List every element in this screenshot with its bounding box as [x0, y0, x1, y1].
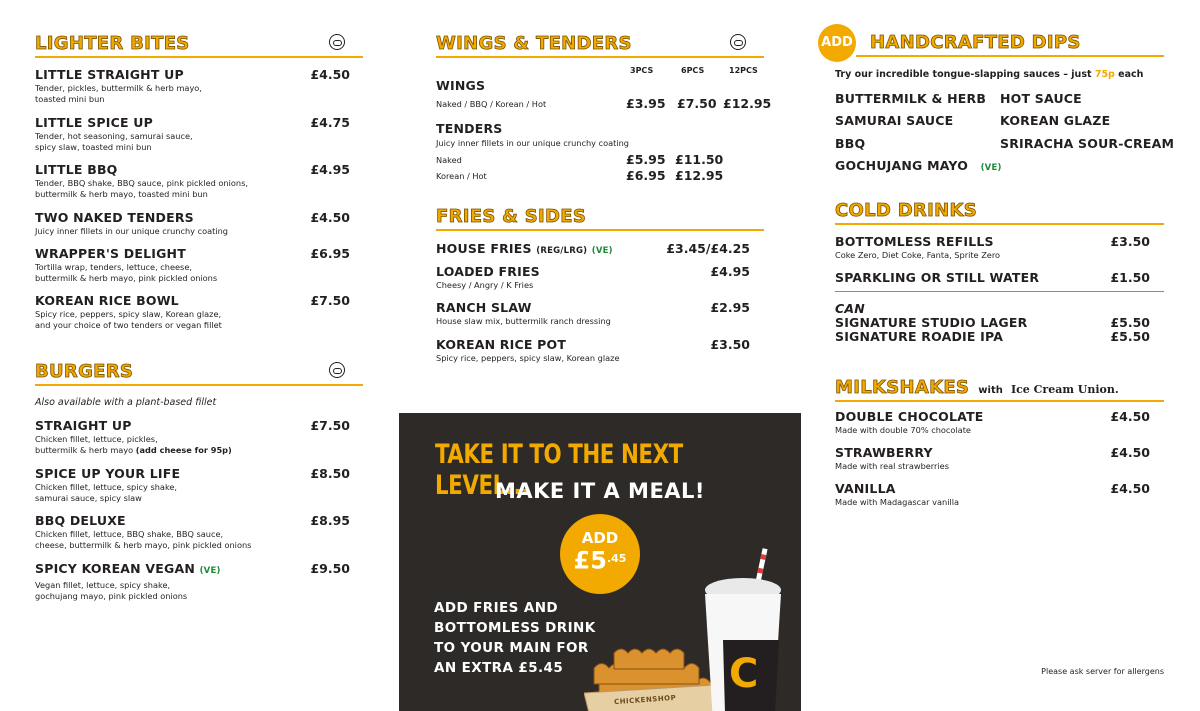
- milkshakes-title: MILKSHAKES: [835, 377, 970, 398]
- dips-intro-end: each: [1114, 69, 1144, 80]
- fries-sides-title: FRIES & SIDES: [436, 206, 587, 227]
- cold-drinks-title: COLD DRINKS: [835, 200, 977, 221]
- menu-item: [35, 418, 353, 456]
- divider: [835, 291, 1164, 292]
- item-name: SPARKLING OR STILL WATER: [835, 270, 1040, 285]
- tenders-name: TENDERS: [436, 121, 503, 136]
- item-extra: (add cheese for 95p): [135, 445, 232, 455]
- item-name: LITTLE SPICE UP: [35, 115, 154, 130]
- item-price: £3.45/£4.25: [666, 241, 750, 256]
- chicken-icon: [329, 362, 345, 378]
- item-name: VANILLA: [835, 481, 896, 496]
- menu-item: [35, 293, 353, 331]
- dip-item: KOREAN GLAZE: [1000, 113, 1111, 128]
- dip-item-row: [835, 158, 1002, 176]
- item-desc: Made with real strawberries: [835, 461, 949, 471]
- chicken-icon: [730, 34, 746, 50]
- badge-price: £5: [573, 546, 607, 575]
- promo-line: ADD FRIES AND: [434, 600, 558, 616]
- meal-deal-promo: [399, 413, 801, 711]
- menu-item: [436, 337, 619, 364]
- dip-item: SRIRACHA SOUR-CREAM: [1000, 136, 1175, 151]
- can-label: CAN: [835, 301, 865, 316]
- menu-item: [835, 270, 1039, 285]
- item-price: £4.50: [1110, 445, 1150, 460]
- item-price: £3.50: [1110, 234, 1150, 249]
- promo-headline: TAKE IT TO THE NEXT LEVEL...: [435, 439, 683, 501]
- menu-item: [835, 481, 959, 508]
- wings-desc: Naked / BBQ / Korean / Hot: [436, 99, 547, 109]
- wings-price-12: £12.95: [723, 96, 772, 111]
- item-name: SPICY KOREAN VEGAN: [35, 561, 196, 576]
- item-desc-part: buttermilk & herb mayo: [35, 445, 134, 455]
- item-name: BBQ DELUXE: [35, 513, 126, 528]
- vegan-badge: (VE): [980, 163, 1002, 173]
- item-price: £1.50: [1110, 270, 1150, 285]
- item-desc: Made with double 70% chocolate: [835, 425, 971, 435]
- menu-item: [35, 67, 353, 105]
- item-name-row: [35, 561, 353, 579]
- tenders-price-3: £6.95: [626, 168, 666, 183]
- badge-pence: .45: [606, 552, 627, 565]
- burgers-title: BURGERS: [35, 361, 134, 382]
- col-header-3pcs: 3PCS: [630, 66, 654, 75]
- wings-tenders-title: WINGS & TENDERS: [436, 33, 632, 54]
- col-header-6pcs: 6PCS: [681, 66, 705, 75]
- dip-item: HOT SAUCE: [1000, 91, 1082, 106]
- item-price: £8.95: [310, 513, 350, 528]
- badge-add: ADD: [581, 529, 619, 547]
- tenders-row-label: Naked: [436, 155, 462, 165]
- burgers-note: Also available with a plant-based fillet: [35, 397, 217, 408]
- menu-item: [436, 300, 611, 327]
- tenders-row-label: Korean / Hot: [436, 171, 487, 181]
- item-name: SIGNATURE STUDIO LAGER: [835, 315, 1028, 330]
- item-desc: Chicken fillet, lettuce, pickles,: [35, 434, 158, 444]
- item-desc: toasted mini bun: [35, 94, 105, 104]
- item-price: £4.75: [310, 115, 350, 130]
- item-desc: [35, 445, 353, 456]
- item-desc: Tortilla wrap, tenders, lettuce, cheese,: [35, 262, 192, 272]
- wings-name: WINGS: [436, 78, 486, 93]
- item-desc: Tender, pickles, buttermilk & herb mayo,: [35, 83, 202, 93]
- item-name: STRAWBERRY: [835, 445, 933, 460]
- item-desc: Spicy rice, peppers, spicy slaw, Korean glaze: [436, 353, 620, 363]
- item-desc: Coke Zero, Diet Coke, Fanta, Sprite Zero: [835, 250, 1001, 260]
- wings-tenders-header: [436, 32, 764, 58]
- item-name: LITTLE STRAIGHT UP: [35, 67, 184, 82]
- item-desc: cheese, buttermilk & herb mayo, pink pickled onions: [35, 540, 252, 550]
- dip-item: SAMURAI SAUCE: [835, 113, 954, 128]
- item-desc: House slaw mix, buttermilk ranch dressing: [436, 316, 611, 326]
- item-desc: spicy slaw, toasted mini bun: [35, 142, 152, 152]
- menu-item: [35, 115, 353, 153]
- item-name: WRAPPER'S DELIGHT: [35, 246, 186, 261]
- milkshakes-title-row: [835, 377, 1119, 398]
- item-name: KOREAN RICE POT: [436, 337, 567, 352]
- tenders-price-6: £12.95: [675, 168, 724, 183]
- dips-intro-price: 75p: [1094, 69, 1115, 80]
- menu-item: [35, 513, 353, 551]
- item-price: £7.50: [310, 418, 350, 433]
- item-name: SIGNATURE ROADIE IPA: [835, 329, 1004, 344]
- menu-item: [35, 246, 353, 284]
- dips-intro-text: Try our incredible tongue-slapping sauces – just: [835, 69, 1095, 80]
- menu-item: [835, 409, 984, 436]
- item-desc: Cheesy / Angry / K Fries: [436, 280, 534, 290]
- tenders-price-6: £11.50: [675, 152, 724, 167]
- item-desc: Chicken fillet, lettuce, spicy shake,: [35, 482, 178, 492]
- item-price: £3.50: [710, 337, 750, 352]
- allergen-note: Please ask server for allergens: [1041, 667, 1164, 676]
- item-price: £9.50: [310, 561, 350, 576]
- lighter-bites-title: LIGHTER BITES: [35, 33, 190, 54]
- menu-item: [835, 234, 1000, 261]
- item-desc: Made with Madagascar vanilla: [835, 497, 960, 507]
- promo-line: BOTTOMLESS DRINK: [434, 620, 596, 636]
- item-name: SPICE UP YOUR LIFE: [35, 466, 181, 481]
- milkshakes-with: with: [978, 385, 1003, 396]
- fries-box-brand: CHICKENSHOP: [613, 693, 677, 707]
- item-name: RANCH SLAW: [436, 300, 532, 315]
- promo-line: AN EXTRA £5.45: [434, 660, 564, 676]
- dip-item: GOCHUJANG MAYO: [835, 158, 969, 173]
- item-desc: samurai sauce, spicy slaw: [35, 493, 142, 503]
- item-name: BOTTOMLESS REFILLS: [835, 234, 994, 249]
- item-price: £5.50: [1110, 329, 1150, 344]
- wings-price-6: £7.50: [677, 96, 717, 111]
- item-desc: buttermilk & herb mayo, toasted mini bun: [35, 189, 208, 199]
- item-size: (REG/LRG): [536, 246, 588, 256]
- badge-price-row: [560, 546, 640, 576]
- dips-intro: [835, 69, 1143, 80]
- item-desc: Chicken fillet, lettuce, BBQ shake, BBQ sauce,: [35, 529, 224, 539]
- item-desc: buttermilk & herb mayo, pink pickled onions: [35, 273, 218, 283]
- vegan-badge: (VE): [199, 566, 221, 576]
- item-price: £4.95: [310, 162, 350, 177]
- cold-drinks-header: [835, 199, 1164, 225]
- menu-item: [835, 445, 949, 472]
- promo-line: TO YOUR MAIN FOR: [434, 640, 589, 656]
- menu-item: [35, 561, 353, 602]
- menu-item: [35, 210, 353, 237]
- item-desc: and your choice of two tenders or vegan fillet: [35, 320, 222, 330]
- promo-body: [434, 598, 596, 678]
- item-name: TWO NAKED TENDERS: [35, 210, 194, 225]
- add-badge: ADD: [818, 24, 856, 62]
- dip-item: BBQ: [835, 136, 866, 151]
- item-name: STRAIGHT UP: [35, 418, 132, 433]
- item-price: £8.50: [310, 466, 350, 481]
- cup-logo: C: [729, 651, 759, 697]
- item-name: DOUBLE CHOCOLATE: [835, 409, 984, 424]
- item-name: LITTLE BBQ: [35, 162, 118, 177]
- col-header-12pcs: 12PCS: [729, 66, 758, 75]
- dips-header: [856, 31, 1164, 57]
- item-desc: Juicy inner fillets in our unique crunchy coating: [35, 226, 229, 236]
- item-price: £7.50: [310, 293, 350, 308]
- item-name: HOUSE FRIES: [436, 241, 532, 256]
- dip-item: BUTTERMILK & HERB: [835, 91, 987, 106]
- burgers-header: [35, 360, 363, 386]
- item-name: KOREAN RICE BOWL: [35, 293, 179, 308]
- lighter-bites-header: [35, 32, 363, 58]
- item-price: £4.95: [710, 264, 750, 279]
- fries-sides-header: [436, 205, 764, 231]
- item-desc: Tender, hot seasoning, samurai sauce,: [35, 131, 193, 141]
- chicken-icon: [329, 34, 345, 50]
- item-desc: gochujang mayo, pink pickled onions: [35, 591, 188, 601]
- item-price: £4.50: [1110, 481, 1150, 496]
- tenders-price-3: £5.95: [626, 152, 666, 167]
- item-price: £4.50: [1110, 409, 1150, 424]
- item-price: £4.50: [310, 67, 350, 82]
- item-desc: Tender, BBQ shake, BBQ sauce, pink pickled onions,: [35, 178, 248, 188]
- item-name: LOADED FRIES: [436, 264, 540, 279]
- item-price: £2.95: [710, 300, 750, 315]
- price-badge: [560, 514, 640, 594]
- dips-title: HANDCRAFTED DIPS: [870, 32, 1081, 53]
- milkshakes-header: [835, 376, 1164, 402]
- menu-item: [436, 264, 540, 291]
- tenders-desc: Juicy inner fillets in our unique crunchy coating: [436, 138, 630, 148]
- wings-price-3: £3.95: [626, 96, 666, 111]
- item-desc: Vegan fillet, lettuce, spicy shake,: [35, 580, 171, 590]
- ice-cream-union-logo: Ice Cream Union.: [1010, 383, 1119, 396]
- menu-item: [35, 466, 353, 504]
- menu-item: [35, 162, 353, 200]
- vegan-badge: (VE): [591, 246, 613, 256]
- promo-subhead: MAKE IT A MEAL!: [494, 479, 706, 503]
- item-price: £5.50: [1110, 315, 1150, 330]
- item-price: £6.95: [310, 246, 350, 261]
- item-price: £4.50: [310, 210, 350, 225]
- item-name-row: [436, 241, 613, 259]
- item-desc: Spicy rice, peppers, spicy slaw, Korean glaze,: [35, 309, 222, 319]
